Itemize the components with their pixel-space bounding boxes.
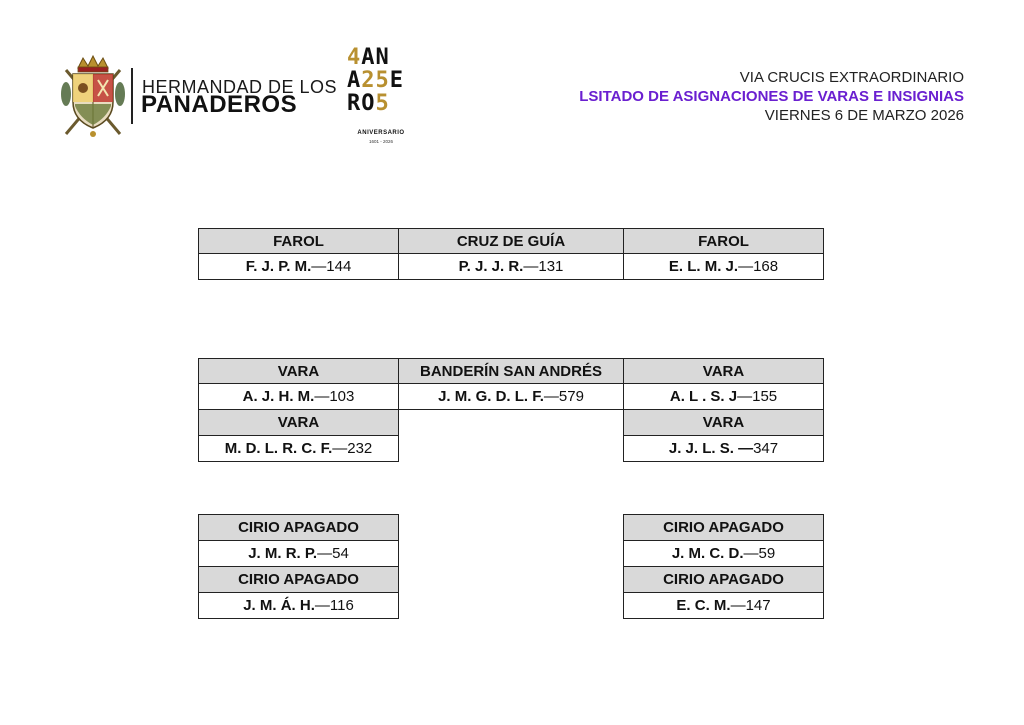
role-header-vara-left-2: VARA bbox=[198, 409, 399, 436]
header-divider bbox=[131, 68, 133, 124]
assignee-vara-right-2: J. J. L. S. — 347 bbox=[623, 435, 824, 462]
assignee-vara-left-1: A. J. H. M. — 103 bbox=[198, 383, 399, 410]
assignee-cirio-apagado-right-2: E. C. M. — 147 bbox=[623, 592, 824, 619]
role-header-vara-left-1: VARA bbox=[198, 358, 399, 384]
org-name-line1: HERMANDAD DE LOS bbox=[142, 77, 338, 97]
anniversary-logo bbox=[345, 46, 417, 146]
role-header-farol-left: FAROL bbox=[198, 228, 399, 254]
event-name: VIA CRUCIS EXTRAORDINARIO bbox=[739, 69, 964, 86]
anniversary-label: ANIVERSARIO bbox=[357, 130, 405, 136]
role-header-banderin-san-andres: BANDERÍN SAN ANDRÉS bbox=[398, 358, 624, 384]
brotherhood-crest-logo bbox=[58, 54, 128, 138]
role-header-farol-right: FAROL bbox=[623, 228, 824, 254]
org-name-line2: PANADEROS bbox=[141, 91, 298, 118]
assignee-cruz-de-guia: P. J. J. R. — 131 bbox=[398, 253, 624, 280]
assignee-farol-right: E. L. M. J. — 168 bbox=[623, 253, 824, 280]
document-title: LSITADO DE ASIGNACIONES DE VARAS E INSIGNIAS bbox=[579, 88, 964, 105]
role-header-cirio-apagado-right-1: CIRIO APAGADO bbox=[623, 514, 824, 541]
role-header-vara-right-2: VARA bbox=[623, 409, 824, 436]
event-date: VIERNES 6 DE MARZO 2026 bbox=[764, 107, 964, 124]
role-header-cirio-apagado-left-2: CIRIO APAGADO bbox=[198, 566, 399, 593]
document-title-block bbox=[579, 68, 964, 125]
anniversary-years: 1601 - 2026 bbox=[368, 139, 394, 144]
anniversary-letters: 4AN A25E RO5 bbox=[347, 45, 404, 116]
assignee-cirio-apagado-left-2: J. M. Á. H. — 116 bbox=[198, 592, 399, 619]
role-header-cruz-de-guia: CRUZ DE GUÍA bbox=[398, 228, 624, 254]
role-header-cirio-apagado-left-1: CIRIO APAGADO bbox=[198, 514, 399, 541]
role-header-cirio-apagado-right-2: CIRIO APAGADO bbox=[623, 566, 824, 593]
assignee-cirio-apagado-left-1: J. M. R. P. — 54 bbox=[198, 540, 399, 567]
assignee-farol-left: F. J. P. M. — 144 bbox=[198, 253, 399, 280]
role-header-vara-right-1: VARA bbox=[623, 358, 824, 384]
assignee-vara-left-2: M. D. L. R. C. F. — 232 bbox=[198, 435, 399, 462]
assignee-banderin-san-andres: J. M. G. D. L. F. — 579 bbox=[398, 383, 624, 410]
assignee-cirio-apagado-right-1: J. M. C. D. — 59 bbox=[623, 540, 824, 567]
assignee-vara-right-1: A. L . S. J — 155 bbox=[623, 383, 824, 410]
